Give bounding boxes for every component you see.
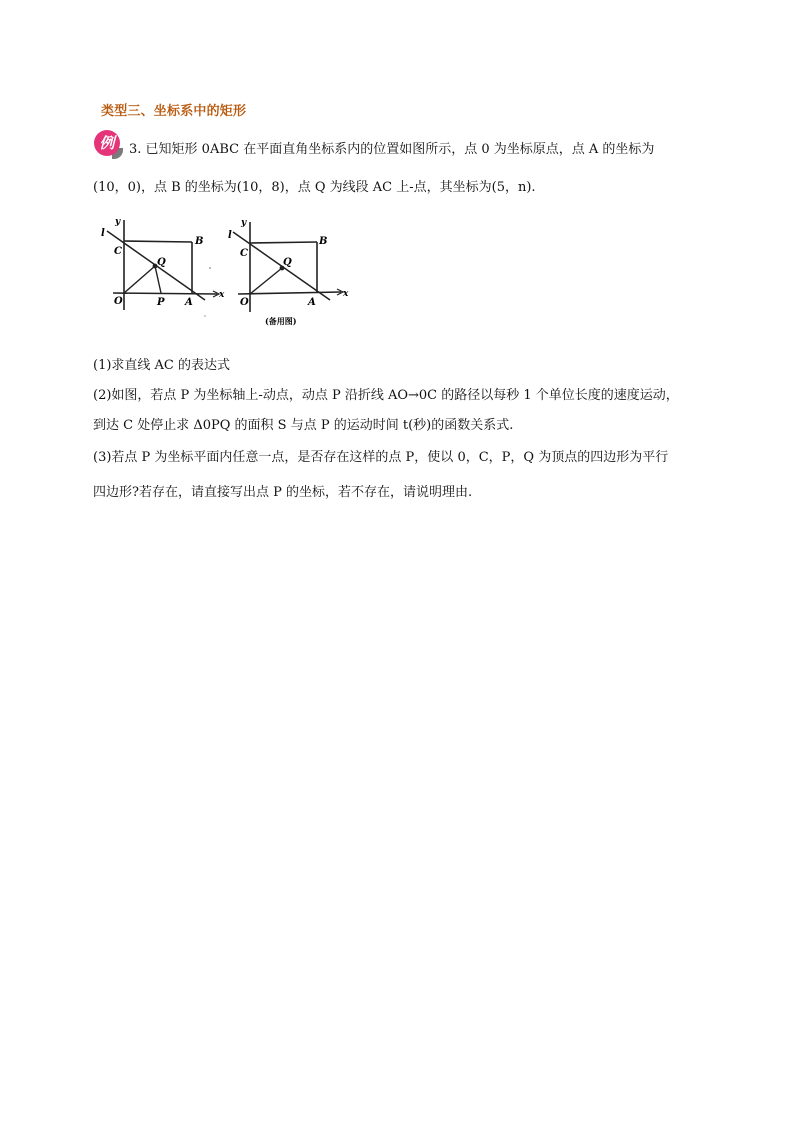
- question-3-line-1: (3)若点 P 为坐标平面内任意一点，是否存在这样的点 P，使以 0，C，P，Q 为顶点的四边形为平行: [93, 450, 669, 465]
- question-2-line-1: (2)如图，若点 P 为坐标轴上-动点，动点 P 沿折线 AO→0C 的路径以每秒 1 个单位长度的速度运动，: [93, 388, 679, 403]
- left-label-p: P: [157, 297, 165, 308]
- example-badge-label: 例: [94, 130, 120, 156]
- left-label-c: C: [114, 246, 122, 257]
- section-title: 类型三、坐标系中的矩形: [101, 104, 247, 119]
- right-rect-top: [250, 242, 317, 243]
- figure-main: [101, 217, 225, 310]
- right-label-a: A: [308, 297, 316, 308]
- artifact-dot: [209, 267, 211, 269]
- example-badge: [94, 130, 122, 158]
- question-2-line-2: 到达 C 处停止求 Δ0PQ 的面积 S 与点 P 的运动时间 t(秒)的函数关系式.: [93, 418, 514, 433]
- left-segment-oq: [124, 266, 155, 293]
- question-3-line-2: 四边形?若存在，请直接写出点 P 的坐标，若不存在，请说明理由.: [93, 485, 473, 500]
- problem-statement-line-1: 3. 已知矩形 0ABC 在平面直角坐标系内的位置如图所示，点 0 为坐标原点，点 A 的坐标为: [129, 142, 655, 157]
- right-label-c: C: [240, 248, 248, 259]
- left-label-y: y: [115, 217, 121, 227]
- left-label-l: l: [101, 228, 105, 239]
- right-label-b: B: [319, 236, 328, 247]
- right-figure-caption: (备用图): [265, 316, 297, 326]
- artifact-dot: [204, 315, 205, 316]
- left-label-b: B: [195, 236, 204, 247]
- left-rect-top: [124, 241, 192, 242]
- right-segment-oq: [250, 268, 282, 294]
- left-label-a: A: [185, 297, 193, 308]
- left-x-axis: [113, 293, 217, 294]
- left-segment-qp: [155, 266, 161, 293]
- left-label-q: Q: [157, 257, 166, 268]
- left-label-x: x: [219, 290, 225, 300]
- right-label-l: l: [228, 230, 232, 241]
- coordinate-figures: [95, 212, 355, 337]
- question-1: (1)求直线 AC 的表达式: [93, 358, 231, 373]
- figure-spare: [228, 218, 349, 326]
- right-label-o: O: [240, 297, 249, 308]
- problem-statement-line-2: (10，0)，点 B 的坐标为(10，8)，点 Q 为线段 AC 上-点，其坐标为(5，n).: [93, 180, 536, 195]
- figure-svg: [95, 212, 355, 337]
- right-label-x: x: [343, 289, 349, 299]
- right-label-y: y: [241, 218, 247, 228]
- right-label-q: Q: [283, 257, 292, 268]
- right-x-axis: [238, 292, 341, 294]
- left-label-o: O: [114, 296, 123, 307]
